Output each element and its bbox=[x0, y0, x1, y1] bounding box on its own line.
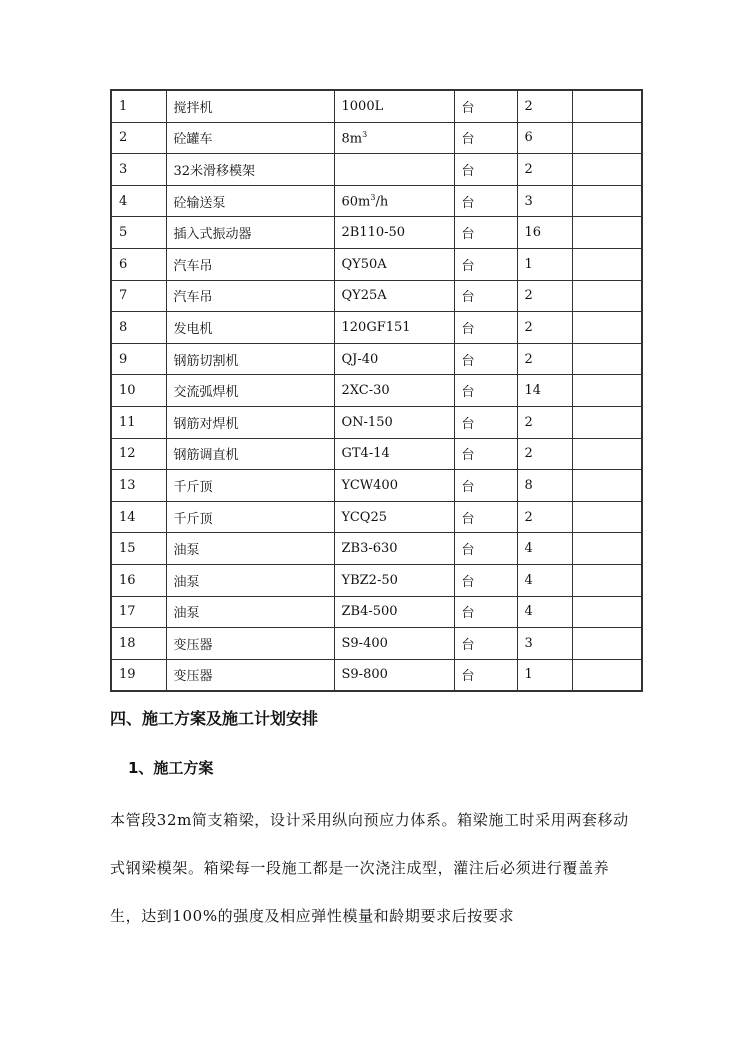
row-number-cell: 5 bbox=[111, 217, 166, 249]
remark-cell bbox=[572, 628, 642, 660]
equipment-name-cell: 钢筋切割机 bbox=[166, 343, 334, 375]
remark-cell bbox=[572, 596, 642, 628]
unit-cell: 台 bbox=[454, 90, 517, 122]
remark-cell bbox=[572, 217, 642, 249]
row-number-cell: 9 bbox=[111, 343, 166, 375]
unit-cell: 台 bbox=[454, 185, 517, 217]
table-row bbox=[111, 406, 642, 438]
equipment-name-cell: 钢筋对焊机 bbox=[166, 406, 334, 438]
row-number-cell: 6 bbox=[111, 248, 166, 280]
remark-cell bbox=[572, 406, 642, 438]
model-spec-cell bbox=[334, 596, 454, 628]
model-text: 1000L bbox=[341, 98, 384, 114]
row-number-cell: 12 bbox=[111, 438, 166, 470]
remark-cell bbox=[572, 90, 642, 122]
quantity-cell: 1 bbox=[517, 248, 572, 280]
row-number-cell: 1 bbox=[111, 90, 166, 122]
unit-cell: 台 bbox=[454, 343, 517, 375]
model-spec-cell bbox=[334, 375, 454, 407]
remark-cell bbox=[572, 280, 642, 312]
unit-cell: 台 bbox=[454, 533, 517, 565]
table-row bbox=[111, 90, 642, 122]
model-text: 2XC-30 bbox=[341, 383, 390, 399]
remark-cell bbox=[572, 185, 642, 217]
model-spec-cell bbox=[334, 248, 454, 280]
model-spec-cell bbox=[334, 90, 454, 122]
model-spec-cell bbox=[334, 564, 454, 596]
quantity-cell: 2 bbox=[517, 343, 572, 375]
quantity-cell: 4 bbox=[517, 564, 572, 596]
table-row bbox=[111, 533, 642, 565]
model-text: 8m bbox=[341, 131, 363, 147]
unit-cell: 台 bbox=[454, 470, 517, 502]
quantity-cell: 2 bbox=[517, 154, 572, 186]
equipment-name-cell: 千斤顶 bbox=[166, 470, 334, 502]
model-spec-cell bbox=[334, 343, 454, 375]
table-row bbox=[111, 438, 642, 470]
quantity-cell: 16 bbox=[517, 217, 572, 249]
table-row bbox=[111, 375, 642, 407]
unit-cell: 台 bbox=[454, 564, 517, 596]
model-spec-cell bbox=[334, 470, 454, 502]
model-text: QY25A bbox=[341, 288, 387, 304]
remark-cell bbox=[572, 154, 642, 186]
model-text: YCQ25 bbox=[341, 509, 387, 525]
equipment-name-cell: 油泵 bbox=[166, 596, 334, 628]
equipment-name-cell: 钢筋调直机 bbox=[166, 438, 334, 470]
model-text: S9-800 bbox=[341, 667, 388, 683]
model-spec-cell bbox=[334, 185, 454, 217]
unit-cell: 台 bbox=[454, 659, 517, 691]
model-spec-cell bbox=[334, 122, 454, 154]
model-spec-cell bbox=[334, 438, 454, 470]
unit-cell: 台 bbox=[454, 438, 517, 470]
row-number-cell: 10 bbox=[111, 375, 166, 407]
unit-cell: 台 bbox=[454, 501, 517, 533]
table-row bbox=[111, 154, 642, 186]
model-text: 120GF151 bbox=[341, 319, 411, 335]
table-row bbox=[111, 217, 642, 249]
table-row bbox=[111, 628, 642, 660]
table-row bbox=[111, 248, 642, 280]
equipment-name-cell: 32米滑移模架 bbox=[166, 154, 334, 186]
equipment-table-body bbox=[111, 90, 642, 691]
equipment-name-cell: 油泵 bbox=[166, 533, 334, 565]
section-heading: 四、施工方案及施工计划安排 bbox=[110, 709, 319, 728]
row-number-cell: 18 bbox=[111, 628, 166, 660]
equipment-name-cell: 变压器 bbox=[166, 659, 334, 691]
model-superscript: 3 bbox=[370, 192, 376, 202]
unit-cell: 台 bbox=[454, 596, 517, 628]
model-suffix: /h bbox=[375, 194, 389, 210]
model-spec-cell bbox=[334, 659, 454, 691]
table-row bbox=[111, 343, 642, 375]
quantity-cell: 2 bbox=[517, 501, 572, 533]
quantity-cell: 4 bbox=[517, 533, 572, 565]
quantity-cell: 3 bbox=[517, 185, 572, 217]
model-spec-cell bbox=[334, 533, 454, 565]
model-spec-cell bbox=[334, 312, 454, 344]
row-number-cell: 3 bbox=[111, 154, 166, 186]
equipment-name-cell: 汽车吊 bbox=[166, 280, 334, 312]
remark-cell bbox=[572, 501, 642, 533]
model-text: S9-400 bbox=[341, 635, 388, 651]
quantity-cell: 2 bbox=[517, 438, 572, 470]
remark-cell bbox=[572, 375, 642, 407]
unit-cell: 台 bbox=[454, 375, 517, 407]
model-text: ZB4-500 bbox=[341, 604, 398, 620]
equipment-name-cell: 搅拌机 bbox=[166, 90, 334, 122]
row-number-cell: 15 bbox=[111, 533, 166, 565]
remark-cell bbox=[572, 470, 642, 502]
quantity-cell: 1 bbox=[517, 659, 572, 691]
row-number-cell: 11 bbox=[111, 406, 166, 438]
remark-cell bbox=[572, 122, 642, 154]
unit-cell: 台 bbox=[454, 406, 517, 438]
row-number-cell: 7 bbox=[111, 280, 166, 312]
row-number-cell: 4 bbox=[111, 185, 166, 217]
equipment-name-cell: 汽车吊 bbox=[166, 248, 334, 280]
row-number-cell: 14 bbox=[111, 501, 166, 533]
model-text: QY50A bbox=[341, 256, 387, 272]
quantity-cell: 4 bbox=[517, 596, 572, 628]
table-row bbox=[111, 564, 642, 596]
equipment-name-cell: 插入式振动器 bbox=[166, 217, 334, 249]
row-number-cell: 17 bbox=[111, 596, 166, 628]
model-spec-cell bbox=[334, 280, 454, 312]
unit-cell: 台 bbox=[454, 217, 517, 249]
remark-cell bbox=[572, 659, 642, 691]
remark-cell bbox=[572, 438, 642, 470]
model-text: 2B110-50 bbox=[341, 225, 406, 241]
unit-cell: 台 bbox=[454, 628, 517, 660]
model-spec-cell bbox=[334, 217, 454, 249]
unit-cell: 台 bbox=[454, 280, 517, 312]
remark-cell bbox=[572, 312, 642, 344]
table-row bbox=[111, 185, 642, 217]
unit-cell: 台 bbox=[454, 122, 517, 154]
equipment-name-cell: 砼输送泵 bbox=[166, 185, 334, 217]
table-row bbox=[111, 501, 642, 533]
row-number-cell: 8 bbox=[111, 312, 166, 344]
quantity-cell: 3 bbox=[517, 628, 572, 660]
model-text: 60m bbox=[341, 194, 371, 210]
quantity-cell: 2 bbox=[517, 280, 572, 312]
row-number-cell: 16 bbox=[111, 564, 166, 596]
model-text: YCW400 bbox=[341, 477, 398, 493]
equipment-name-cell: 油泵 bbox=[166, 564, 334, 596]
model-spec-cell bbox=[334, 154, 454, 186]
remark-cell bbox=[572, 533, 642, 565]
subsection-heading: 1、施工方案 bbox=[128, 759, 214, 777]
unit-cell: 台 bbox=[454, 248, 517, 280]
equipment-name-cell: 交流弧焊机 bbox=[166, 375, 334, 407]
model-text: GT4-14 bbox=[341, 446, 390, 462]
table-row bbox=[111, 596, 642, 628]
body-paragraph: 本管段32m简支箱梁，设计采用纵向预应力体系。箱梁施工时采用两套移动式钢梁模架。箱梁每一段施工都是一次浇注成型，灌注后必须进行覆盖养生，达到100%的强度及相应弹性模量和龄期要求后按要求 bbox=[110, 811, 629, 925]
quantity-cell: 2 bbox=[517, 90, 572, 122]
table-row bbox=[111, 312, 642, 344]
quantity-cell: 2 bbox=[517, 312, 572, 344]
quantity-cell: 2 bbox=[517, 406, 572, 438]
model-superscript: 3 bbox=[362, 129, 368, 139]
equipment-name-cell: 发电机 bbox=[166, 312, 334, 344]
model-text: YBZ2-50 bbox=[341, 572, 398, 588]
remark-cell bbox=[572, 564, 642, 596]
row-number-cell: 2 bbox=[111, 122, 166, 154]
model-spec-cell bbox=[334, 501, 454, 533]
quantity-cell: 8 bbox=[517, 470, 572, 502]
model-text: QJ-40 bbox=[341, 351, 379, 367]
quantity-cell: 6 bbox=[517, 122, 572, 154]
table-row bbox=[111, 280, 642, 312]
table-row bbox=[111, 122, 642, 154]
equipment-name-cell: 千斤顶 bbox=[166, 501, 334, 533]
row-number-cell: 13 bbox=[111, 470, 166, 502]
equipment-name-cell: 变压器 bbox=[166, 628, 334, 660]
quantity-cell: 14 bbox=[517, 375, 572, 407]
remark-cell bbox=[572, 248, 642, 280]
model-text: ON-150 bbox=[341, 414, 393, 430]
table-row bbox=[111, 470, 642, 502]
row-number-cell: 19 bbox=[111, 659, 166, 691]
unit-cell: 台 bbox=[454, 154, 517, 186]
model-text: ZB3-630 bbox=[341, 541, 398, 557]
model-spec-cell bbox=[334, 628, 454, 660]
model-spec-cell bbox=[334, 406, 454, 438]
equipment-name-cell: 砼罐车 bbox=[166, 122, 334, 154]
unit-cell: 台 bbox=[454, 312, 517, 344]
remark-cell bbox=[572, 343, 642, 375]
equipment-table bbox=[110, 89, 643, 692]
table-row bbox=[111, 659, 642, 691]
